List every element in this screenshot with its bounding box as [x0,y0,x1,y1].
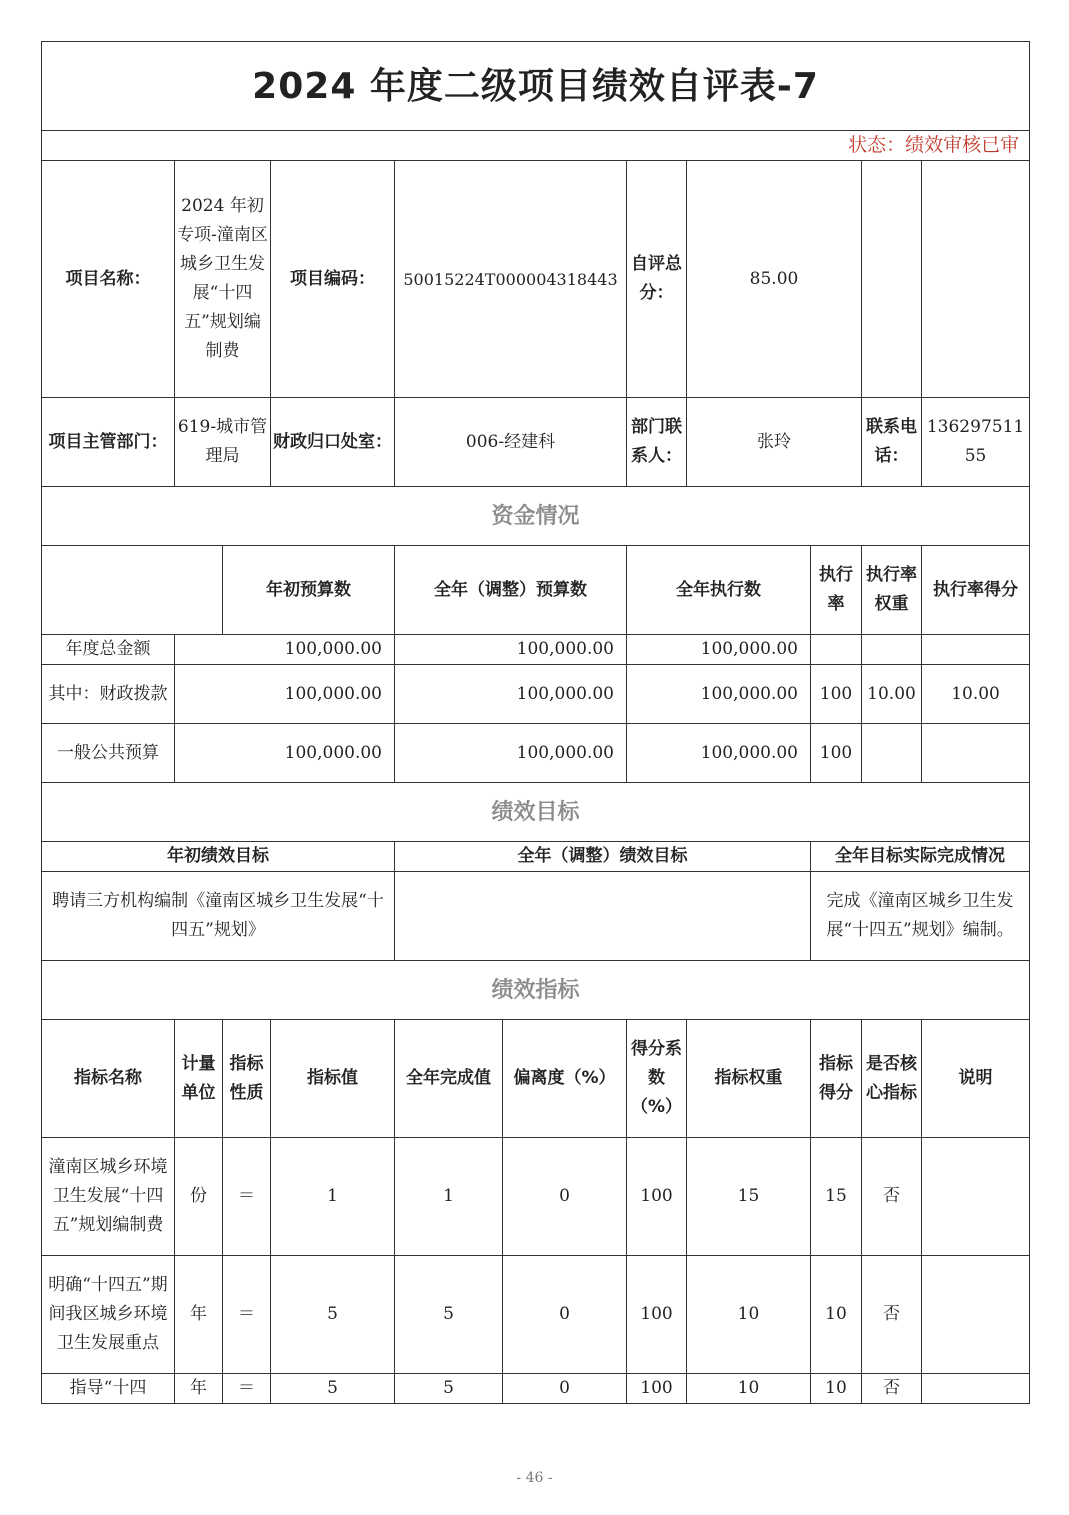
contact-label: 部门联系人： [627,398,687,487]
evaluation-form [41,41,1029,1404]
indicator-header: 计量单位 [175,1020,223,1138]
indicator-cell: 潼南区城乡环境卫生发展“十四五”规划编制费 [42,1138,175,1256]
page-number: - 46 - [516,1470,553,1486]
goals-header: 年初绩效目标 [42,842,395,872]
indicator-cell: 年 [175,1374,223,1404]
table-row [42,635,1030,665]
funds-cell [862,724,922,783]
funds-header: 全年执行数 [627,546,811,635]
funds-cell: 100 [811,665,862,724]
funds-cell: 100 [811,724,862,783]
indicator-header: 指标得分 [811,1020,862,1138]
indicator-cell: 0 [503,1138,627,1256]
table-row [42,665,1030,724]
indicator-header: 全年完成值 [395,1020,503,1138]
funds-cell [811,635,862,665]
status-badge: 状态：绩效审核已审 [42,131,1030,161]
indicator-cell: 1 [395,1138,503,1256]
indicator-header: 说明 [922,1020,1030,1138]
indicator-cell: 10 [811,1374,862,1404]
phone-value: 13629751155 [922,398,1030,487]
dept-label: 项目主管部门： [42,398,175,487]
indicator-cell [922,1138,1030,1256]
indicator-cell: 0 [503,1374,627,1404]
funds-cell: 100,000.00 [395,665,627,724]
funds-cell [862,635,922,665]
indicator-header: 得分系数（%） [627,1020,687,1138]
indicator-cell [922,1256,1030,1374]
dept-value: 619-城市管理局 [175,398,271,487]
indicator-cell: 10 [687,1374,811,1404]
indicator-header: 指标名称 [42,1020,175,1138]
indicator-cell: 明确“十四五”期间我区城乡环境卫生发展重点 [42,1256,175,1374]
indicator-cell: 否 [862,1256,922,1374]
indicator-cell: 5 [395,1256,503,1374]
project-name-value: 2024 年初专项-潼南区城乡卫生发展“十四五”规划编制费 [175,161,271,398]
indicator-cell: 15 [687,1138,811,1256]
table-row [42,724,1030,783]
empty-cell [862,161,922,398]
funds-cell: 100,000.00 [175,724,395,783]
finance-office-value: 006-经建科 [395,398,627,487]
indicator-cell: 5 [271,1374,395,1404]
goal-actual: 完成《潼南区城乡卫生发展“十四五”规划》编制。 [811,872,1030,961]
contact-value: 张玲 [687,398,862,487]
indicator-cell [922,1374,1030,1404]
indicator-cell: 15 [811,1138,862,1256]
indicator-cell: ＝ [223,1256,271,1374]
project-code-label: 项目编码： [271,161,395,398]
project-code-value: 50015224T000004318443 [395,161,627,398]
table-row [42,1374,1030,1404]
indicator-cell: 10 [811,1256,862,1374]
score-value: 85.00 [687,161,862,398]
phone-label: 联系电话： [862,398,922,487]
indicator-cell: 5 [271,1256,395,1374]
goals-header: 全年（调整）绩效目标 [395,842,811,872]
funds-cell: 其中：财政拨款 [42,665,175,724]
funds-cell: 10.00 [922,665,1030,724]
indicator-cell: 否 [862,1374,922,1404]
section-title-goals: 绩效目标 [42,783,1030,842]
funds-cell: 100,000.00 [627,724,811,783]
funds-cell [922,635,1030,665]
funds-cell: 100,000.00 [395,724,627,783]
funds-header: 执行率 [811,546,862,635]
indicator-cell: 10 [687,1256,811,1374]
funds-cell: 100,000.00 [395,635,627,665]
indicator-cell: 否 [862,1138,922,1256]
funds-header: 执行率得分 [922,546,1030,635]
indicator-cell: 100 [627,1256,687,1374]
score-label: 自评总分： [627,161,687,398]
funds-cell [922,724,1030,783]
indicator-cell: ＝ [223,1374,271,1404]
indicator-cell: 年 [175,1256,223,1374]
indicator-cell: 份 [175,1138,223,1256]
funds-cell: 一般公共预算 [42,724,175,783]
page-title: 2024 年度二级项目绩效自评表-7 [42,42,1030,131]
funds-header: 年初预算数 [223,546,395,635]
indicator-cell: ＝ [223,1138,271,1256]
indicator-cell: 100 [627,1138,687,1256]
indicator-header: 指标权重 [687,1020,811,1138]
funds-cell: 100,000.00 [175,665,395,724]
funds-header [42,546,223,635]
funds-cell: 10.00 [862,665,922,724]
funds-cell: 100,000.00 [627,635,811,665]
evaluation-table [41,41,1030,1404]
section-title-indicators: 绩效指标 [42,961,1030,1020]
table-row [42,1256,1030,1374]
indicator-cell: 5 [395,1374,503,1404]
funds-cell: 年度总金额 [42,635,175,665]
indicator-cell: 1 [271,1138,395,1256]
goal-initial: 聘请三方机构编制《潼南区城乡卫生发展“十四五”规划》 [42,872,395,961]
goals-header: 全年目标实际完成情况 [811,842,1030,872]
indicator-cell: 指导“十四 [42,1374,175,1404]
indicator-header: 是否核心指标 [862,1020,922,1138]
section-title-funds: 资金情况 [42,487,1030,546]
funds-cell: 100,000.00 [627,665,811,724]
indicator-header: 指标值 [271,1020,395,1138]
goal-adjusted [395,872,811,961]
funds-header: 执行率权重 [862,546,922,635]
project-name-label: 项目名称： [42,161,175,398]
funds-cell: 100,000.00 [175,635,395,665]
finance-office-label: 财政归口处室： [271,398,395,487]
table-row [42,1138,1030,1256]
indicator-cell: 100 [627,1374,687,1404]
indicator-header: 指标性质 [223,1020,271,1138]
indicator-header: 偏离度（%） [503,1020,627,1138]
empty-cell [922,161,1030,398]
funds-header: 全年（调整）预算数 [395,546,627,635]
indicator-cell: 0 [503,1256,627,1374]
